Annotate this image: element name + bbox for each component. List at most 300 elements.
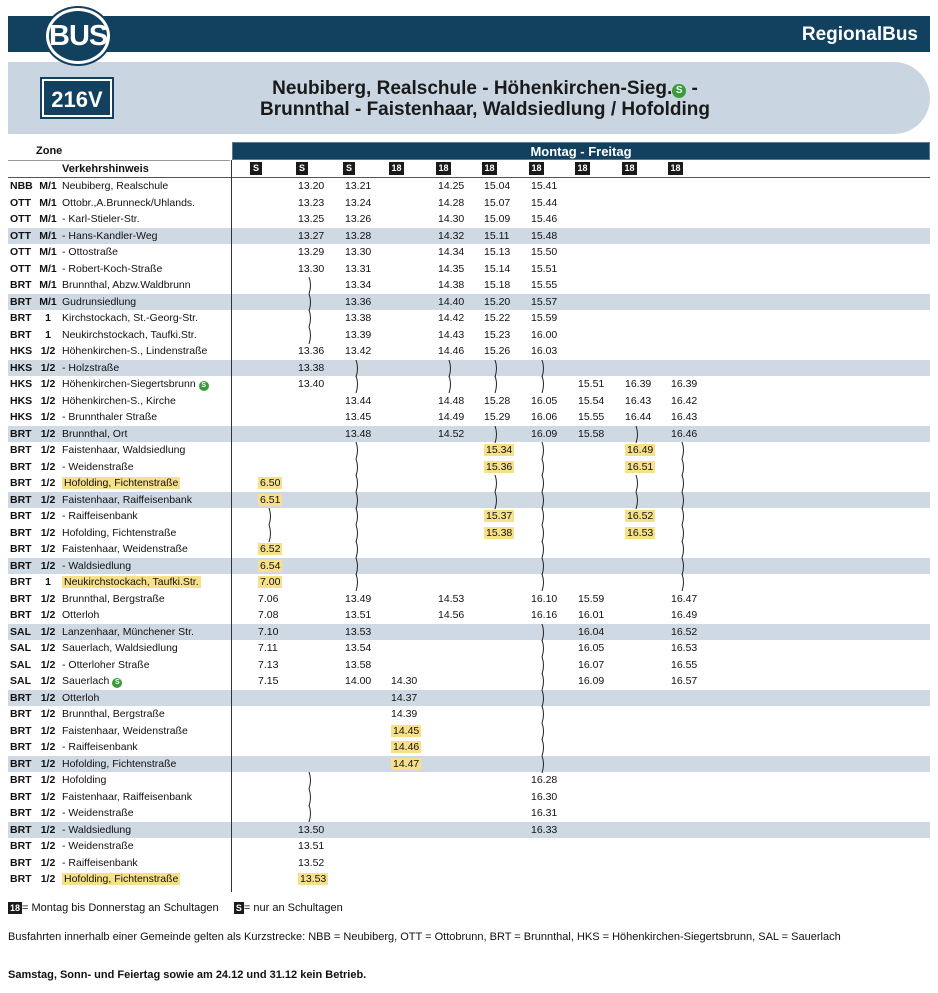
municipality-code: BRT <box>10 774 32 786</box>
no-stop-marker <box>539 492 547 509</box>
no-stop-marker <box>539 376 547 393</box>
table-row <box>8 508 930 525</box>
departure-time: 13.28 <box>345 229 372 242</box>
stop-name: Gudrunsiedlung <box>62 295 137 308</box>
no-stop-marker <box>539 706 547 723</box>
column-divider <box>231 160 232 892</box>
stop-name: Höhenkirchen-S., Lindenstraße <box>62 345 208 357</box>
departure-time: 13.34 <box>345 279 372 291</box>
departure-time: 15.51 <box>578 378 605 390</box>
departure-time: 14.56 <box>438 609 465 621</box>
stop-name: Hofolding, Fichtenstraße <box>62 526 177 539</box>
fare-zone: 1/2 <box>40 361 56 374</box>
departure-time: 14.47 <box>393 757 420 770</box>
departure-time: 16.04 <box>578 625 605 638</box>
column-badge: 18 <box>622 162 637 175</box>
departure-time: 13.30 <box>345 246 372 258</box>
stop-name: Kirchstockach, St.-Georg-Str. <box>62 312 198 324</box>
table-row <box>8 657 930 674</box>
stop-name: Faistenhaar, Weidenstraße <box>62 543 188 555</box>
departure-time: 16.39 <box>671 378 698 390</box>
line-number: 216V <box>42 79 112 117</box>
municipality-code: SAL <box>10 642 31 654</box>
fare-zone: 1/2 <box>40 658 56 671</box>
municipality-code: SAL <box>10 658 31 671</box>
no-stop-marker <box>679 442 687 459</box>
table-row <box>8 459 930 476</box>
no-stop-marker <box>679 525 687 542</box>
no-stop-marker <box>539 640 547 657</box>
departure-time: 16.46 <box>671 427 698 440</box>
stop-name: - Otterloher Straße <box>62 658 150 671</box>
column-badge: 18 <box>529 162 544 175</box>
table-row <box>8 178 930 195</box>
departure-time: 15.54 <box>578 394 605 407</box>
municipality-code: BRT <box>10 873 32 885</box>
departure-time: 13.54 <box>345 642 372 654</box>
departure-time: 13.38 <box>345 312 372 324</box>
legend-text-s: = nur an Schultagen <box>243 902 343 914</box>
no-stop-marker <box>306 310 314 327</box>
departure-time: 15.46 <box>531 213 558 225</box>
no-stop-marker <box>539 574 547 591</box>
stop-name: - Raiffeisenbank <box>62 741 138 753</box>
no-stop-marker <box>353 475 361 492</box>
municipality-code: BRT <box>10 823 32 836</box>
departure-time: 13.42 <box>345 345 372 357</box>
fare-zone: 1/2 <box>40 559 56 572</box>
no-stop-marker <box>266 525 274 542</box>
departure-time: 14.40 <box>438 295 465 308</box>
fare-zone: 1/2 <box>40 460 56 473</box>
no-stop-marker <box>539 360 547 377</box>
stop-name: Faistenhaar, Waldsiedlung <box>62 444 186 456</box>
fare-zone: 1/2 <box>40 691 56 704</box>
stop-name: Ottobr.,A.Brunneck/Uhlands. <box>62 196 196 209</box>
departure-time: 15.57 <box>531 295 558 308</box>
departure-time: 16.01 <box>578 609 605 621</box>
table-row <box>8 706 930 723</box>
table-row <box>8 739 930 756</box>
municipality-code: BRT <box>10 559 32 572</box>
stop-name: Hofolding, Fichtenstraße <box>62 757 177 770</box>
stop-name: - Brunnthaler Straße <box>62 411 158 423</box>
departure-time: 7.15 <box>258 675 279 687</box>
departure-time: 15.59 <box>531 312 558 324</box>
no-stop-marker <box>492 492 500 509</box>
fare-zone: 1/2 <box>40 411 56 423</box>
departure-time: 7.00 <box>260 576 281 588</box>
no-stop-marker <box>633 426 641 443</box>
fare-zone: 1/2 <box>40 774 56 786</box>
stop-name: Höhenkirchen-S., Kirche <box>62 394 176 407</box>
departure-time: 15.34 <box>486 444 513 456</box>
no-stop-marker <box>353 442 361 459</box>
departure-time: 7.10 <box>258 625 279 638</box>
no-stop-marker <box>306 805 314 822</box>
no-stop-marker <box>633 475 641 492</box>
municipality-code: OTT <box>10 229 31 242</box>
municipality-code: HKS <box>10 394 33 407</box>
departure-time: 14.32 <box>438 229 465 242</box>
fare-zone: M/1 <box>39 262 57 275</box>
departure-time: 16.39 <box>625 378 652 390</box>
fare-zone: 1/2 <box>40 873 56 885</box>
table-row <box>8 673 930 690</box>
municipality-code: BRT <box>10 510 32 522</box>
stop-name: Brunnthal, Bergstraße <box>62 708 165 720</box>
title-line-1: Neubiberg, Realschule - Höhenkirchen-Sieg. <box>272 78 673 99</box>
departure-time: 16.31 <box>531 807 558 819</box>
no-stop-marker <box>353 459 361 476</box>
departure-time: 6.50 <box>260 477 281 489</box>
no-stop-marker <box>306 772 314 789</box>
fare-zone: 1/2 <box>40 427 56 440</box>
municipality-code: HKS <box>10 378 33 390</box>
departure-time: 15.20 <box>484 295 511 308</box>
table-row <box>8 558 930 575</box>
table-row <box>8 327 930 344</box>
column-badge: S <box>343 162 355 175</box>
municipality-code: BRT <box>10 807 32 819</box>
stop-name: Brunnthal, Ort <box>62 427 128 440</box>
municipality-code: OTT <box>10 196 31 209</box>
departure-time: 14.53 <box>438 592 465 605</box>
column-badge: 18 <box>389 162 404 175</box>
hint-header: Verkehrshinweis <box>62 163 149 175</box>
sbahn-icon: S <box>112 678 122 688</box>
fare-zone: M/1 <box>39 279 57 291</box>
departure-time: 13.50 <box>298 823 325 836</box>
column-badge: S <box>250 162 262 175</box>
departure-time: 15.14 <box>484 262 511 275</box>
column-badge: 18 <box>436 162 451 175</box>
table-row <box>8 426 930 443</box>
municipality-code: BRT <box>10 279 32 291</box>
departure-time: 13.25 <box>298 213 325 225</box>
municipality-code: NBB <box>10 180 33 192</box>
stop-name: Faistenhaar, Raiffeisenbank <box>62 493 192 506</box>
stop-name: Lanzenhaar, Münchener Str. <box>62 625 194 638</box>
no-stop-marker <box>353 558 361 575</box>
municipality-code: BRT <box>10 460 32 473</box>
municipality-code: BRT <box>10 856 32 869</box>
departure-time: 14.46 <box>438 345 465 357</box>
stop-name: Höhenkirchen-Siegertsbrunn S <box>62 376 209 393</box>
departure-time: 15.48 <box>531 229 558 242</box>
no-stop-marker <box>679 459 687 476</box>
table-row <box>8 294 930 311</box>
stop-name: Neukirchstockach, Taufki.Str. <box>64 576 199 588</box>
departure-time: 15.37 <box>486 510 513 522</box>
fare-zone: 1/2 <box>40 741 56 753</box>
stop-name: Otterloh <box>62 609 100 621</box>
departure-time: 13.26 <box>345 213 372 225</box>
table-row <box>8 475 930 492</box>
departure-time: 13.53 <box>300 873 327 885</box>
departure-time: 15.41 <box>531 180 558 192</box>
table-row <box>8 855 930 872</box>
departure-time: 13.51 <box>345 609 372 621</box>
fare-zone: M/1 <box>39 246 57 258</box>
timetable-body <box>8 178 930 888</box>
fare-zone: 1/2 <box>40 675 56 687</box>
departure-time: 7.11 <box>258 642 278 654</box>
sbahn-icon: S <box>672 84 686 98</box>
departure-time: 16.03 <box>531 345 558 357</box>
fare-zone: 1/2 <box>40 625 56 638</box>
no-stop-marker <box>446 360 454 377</box>
fare-zone: M/1 <box>39 213 57 225</box>
stop-name: Sauerlach S <box>62 673 122 690</box>
no-stop-marker <box>306 294 314 311</box>
departure-time: 16.49 <box>627 444 654 456</box>
no-stop-marker <box>679 492 687 509</box>
no-stop-marker <box>539 739 547 756</box>
municipality-code: HKS <box>10 411 33 423</box>
stop-name: Hofolding, Fichtenstraße <box>64 873 179 885</box>
table-row <box>8 442 930 459</box>
departure-time: 16.05 <box>531 394 558 407</box>
fare-zone: M/1 <box>39 196 57 209</box>
table-row <box>8 261 930 278</box>
fare-zone: 1/2 <box>40 856 56 869</box>
departure-time: 15.38 <box>486 526 513 539</box>
departure-time: 13.23 <box>298 196 325 209</box>
fare-zone: 1/2 <box>40 394 56 407</box>
stop-name: Brunnthal, Abzw.Waldbrunn <box>62 279 191 291</box>
no-stop-marker <box>353 360 361 377</box>
municipality-code: BRT <box>10 312 32 324</box>
municipality-code: OTT <box>10 262 31 275</box>
departure-time: 16.00 <box>531 328 558 341</box>
fare-zone: M/1 <box>39 295 57 308</box>
no-stop-marker <box>492 426 500 443</box>
stop-name: - Weidenstraße <box>62 840 134 852</box>
sbahn-icon: S <box>199 381 209 391</box>
stop-name: Hofolding <box>62 774 107 786</box>
departure-time: 16.05 <box>578 642 605 654</box>
departure-time: 16.52 <box>627 510 654 522</box>
departure-time: 16.10 <box>531 592 558 605</box>
table-row <box>8 574 930 591</box>
table-row <box>8 756 930 773</box>
stop-name: - Raiffeisenbank <box>62 510 138 522</box>
departure-time: 13.52 <box>298 856 325 869</box>
fare-zone: 1/2 <box>40 642 56 654</box>
municipality-code: BRT <box>10 526 32 539</box>
departure-time: 7.06 <box>258 592 279 605</box>
departure-time: 14.25 <box>438 180 465 192</box>
municipality-code: BRT <box>10 609 32 621</box>
departure-time: 16.07 <box>578 658 605 671</box>
table-row <box>8 310 930 327</box>
departure-time: 15.04 <box>484 180 511 192</box>
no-stop-marker <box>679 574 687 591</box>
departure-time: 15.28 <box>484 394 511 407</box>
fare-zone: 1 <box>45 576 51 588</box>
departure-time: 16.06 <box>531 411 558 423</box>
departure-time: 15.55 <box>531 279 558 291</box>
municipality-code: BRT <box>10 840 32 852</box>
no-stop-marker <box>539 657 547 674</box>
stop-name: Neubiberg, Realschule <box>62 180 169 192</box>
departure-time: 15.29 <box>484 411 511 423</box>
departure-time: 13.21 <box>345 180 372 192</box>
departure-time: 13.20 <box>298 180 325 192</box>
departure-time: 16.09 <box>578 675 605 687</box>
table-row <box>8 624 930 641</box>
no-stop-marker <box>539 558 547 575</box>
table-row <box>8 244 930 261</box>
departure-time: 14.28 <box>438 196 465 209</box>
departure-time: 14.48 <box>438 394 465 407</box>
departure-time: 13.39 <box>345 328 372 341</box>
departure-time: 14.34 <box>438 246 465 258</box>
municipality-code: BRT <box>10 543 32 555</box>
no-stop-marker <box>353 574 361 591</box>
column-badge: S <box>296 162 308 175</box>
no-stop-marker <box>492 475 500 492</box>
municipality-code: BRT <box>10 493 32 506</box>
departure-time: 15.51 <box>531 262 558 275</box>
departure-time: 15.07 <box>484 196 511 209</box>
departure-time: 7.08 <box>258 609 279 621</box>
departure-time: 14.46 <box>393 741 420 753</box>
departure-time: 15.11 <box>484 229 510 242</box>
no-stop-marker <box>539 723 547 740</box>
departure-time: 16.16 <box>531 609 558 621</box>
no-stop-marker <box>353 541 361 558</box>
no-stop-marker <box>353 492 361 509</box>
no-stop-marker <box>539 475 547 492</box>
departure-time: 14.30 <box>391 675 418 687</box>
municipality-code: BRT <box>10 477 32 489</box>
divider <box>8 160 230 161</box>
table-row <box>8 492 930 509</box>
municipality-code: BRT <box>10 741 32 753</box>
departure-time: 16.53 <box>627 526 654 539</box>
municipality-code: BRT <box>10 757 32 770</box>
departure-time: 13.36 <box>345 295 372 308</box>
table-row <box>8 525 930 542</box>
departure-time: 16.51 <box>627 460 654 473</box>
table-row <box>8 789 930 806</box>
stop-name: Sauerlach, Waldsiedlung <box>62 642 178 654</box>
municipality-code: BRT <box>10 576 32 588</box>
no-stop-marker <box>679 475 687 492</box>
fare-zone: 1/2 <box>40 543 56 555</box>
departure-time: 15.13 <box>484 246 511 258</box>
table-row <box>8 838 930 855</box>
fare-zone: 1 <box>45 328 51 341</box>
fare-zone: 1/2 <box>40 526 56 539</box>
departure-time: 6.54 <box>260 559 281 572</box>
stop-name: Hofolding, Fichtenstraße <box>64 477 179 489</box>
departure-time: 15.18 <box>484 279 511 291</box>
departure-time: 13.51 <box>298 840 325 852</box>
departure-time: 13.30 <box>298 262 325 275</box>
municipality-code: OTT <box>10 246 31 258</box>
table-row <box>8 376 930 393</box>
table-row <box>8 211 930 228</box>
fare-zone: 1 <box>45 312 51 324</box>
departure-time: 14.52 <box>438 427 465 440</box>
departure-time: 16.09 <box>531 427 558 440</box>
fare-zone: 1/2 <box>40 378 56 390</box>
departure-time: 15.59 <box>578 592 605 605</box>
table-row <box>8 409 930 426</box>
municipality-code: BRT <box>10 592 32 605</box>
legend-badge-s: S <box>235 903 242 913</box>
no-stop-marker <box>539 690 547 707</box>
departure-time: 13.40 <box>298 378 325 390</box>
departure-time: 13.45 <box>345 411 372 423</box>
legend-text-18: = Montag bis Donnerstag an Schultagen <box>22 902 219 914</box>
departure-time: 14.43 <box>438 328 465 341</box>
no-stop-marker <box>353 508 361 525</box>
no-stop-marker <box>539 673 547 690</box>
municipality-code: HKS <box>10 361 33 374</box>
departure-time: 13.58 <box>345 658 372 671</box>
departure-time: 13.53 <box>345 625 372 638</box>
table-row <box>8 822 930 839</box>
departure-time: 16.30 <box>531 790 558 803</box>
fare-zone: M/1 <box>39 180 57 192</box>
table-row <box>8 195 930 212</box>
no-stop-marker <box>539 508 547 525</box>
departure-time: 15.22 <box>484 312 511 324</box>
table-row <box>8 723 930 740</box>
no-stop-marker <box>306 277 314 294</box>
fare-note: Busfahrten innerhalb einer Gemeinde gelten als Kurzstrecke: NBB = Neubiberg, OTT = Ottobrunn, BRT = Brunnthal, HKS = Höhenkirchen-Siegertsbrunn, SAL = Sauerlach <box>8 931 841 943</box>
brand-label: RegionalBus <box>801 24 918 45</box>
departure-time: 14.45 <box>393 724 420 737</box>
departure-time: 13.38 <box>298 361 325 374</box>
no-stop-marker <box>446 376 454 393</box>
table-row <box>8 805 930 822</box>
stop-name: - Karl-Stieler-Str. <box>62 213 140 225</box>
fare-zone: 1/2 <box>40 724 56 737</box>
column-badge: 18 <box>668 162 683 175</box>
departure-time: 14.00 <box>345 675 372 687</box>
table-row <box>8 871 930 888</box>
stop-name: - Weidenstraße <box>62 460 134 473</box>
stop-name: Otterloh <box>62 691 100 704</box>
stop-name: - Holzstraße <box>62 361 120 374</box>
no-stop-marker <box>539 442 547 459</box>
table-row <box>8 772 930 789</box>
stop-name: - Waldsiedlung <box>62 559 132 572</box>
municipality-code: BRT <box>10 295 32 308</box>
departure-time: 15.23 <box>484 328 511 341</box>
stop-name: - Robert-Koch-Straße <box>62 262 163 275</box>
no-stop-marker <box>306 327 314 344</box>
fare-zone: 1/2 <box>40 592 56 605</box>
fare-zone: 1/2 <box>40 510 56 522</box>
municipality-code: BRT <box>10 790 32 803</box>
no-stop-marker <box>306 789 314 806</box>
municipality-code: BRT <box>10 328 32 341</box>
column-badge: 18 <box>482 162 497 175</box>
departure-time: 16.33 <box>531 823 558 836</box>
departure-time: 14.49 <box>438 411 465 423</box>
fare-zone: 1/2 <box>40 757 56 770</box>
column-badge: 18 <box>575 162 590 175</box>
fare-zone: 1/2 <box>40 609 56 621</box>
fare-zone: 1/2 <box>40 493 56 506</box>
fare-zone: 1/2 <box>40 840 56 852</box>
